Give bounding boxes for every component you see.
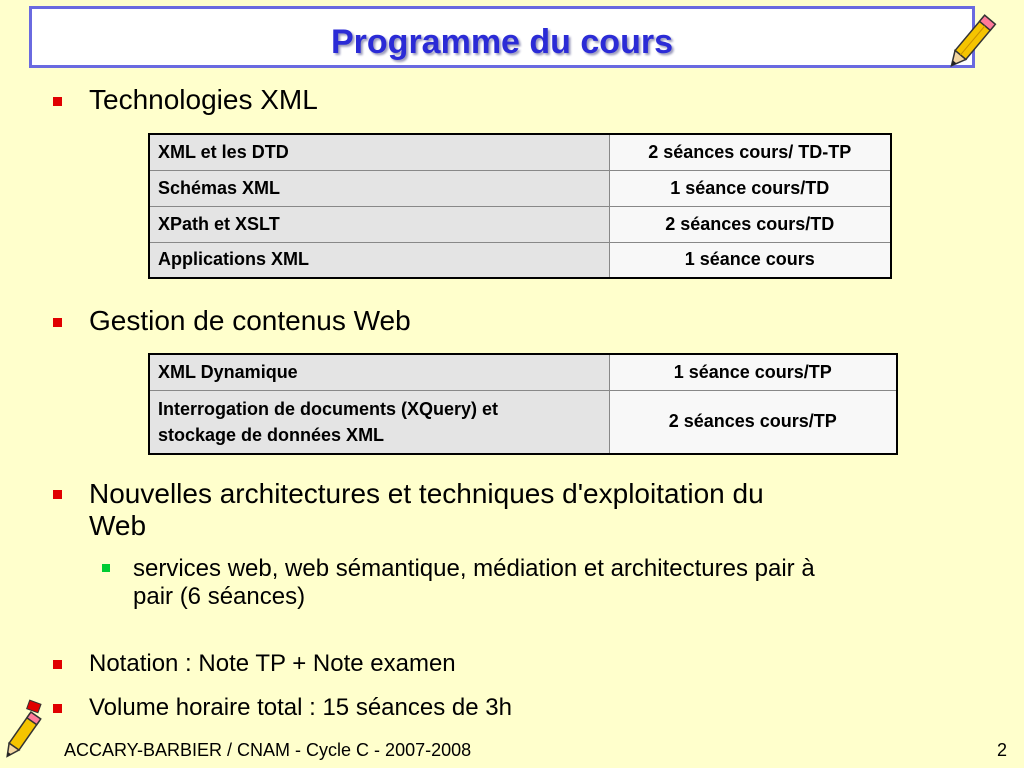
bullet-icon [53, 704, 62, 713]
table-cell-sessions: 1 séance cours/TP [609, 354, 897, 390]
table-cell-topic: XML Dynamique [149, 354, 609, 390]
table-row [149, 170, 891, 206]
table-cell-topic-line: Interrogation de documents (XQuery) et [158, 398, 499, 419]
title-box [29, 6, 975, 68]
volume-text: Volume horaire total : 15 séances de 3h [89, 694, 512, 721]
table-row [149, 242, 891, 278]
sub-bullet-icon [102, 564, 110, 572]
bullet-icon [53, 97, 62, 106]
pencil-icon [945, 2, 1007, 74]
section-heading-xml: Technologies XML [89, 84, 318, 115]
table-cell-topic [149, 390, 609, 454]
footer-text: ACCARY-BARBIER / CNAM - Cycle C - 2007-2008 [64, 740, 472, 760]
table-cell-sessions: 1 séance cours [609, 242, 891, 278]
table-row [149, 206, 891, 242]
table-cell-sessions: 2 séances cours/ TD-TP [609, 134, 891, 170]
table-cell-topic: XPath et XSLT [149, 206, 609, 242]
sub-item-line1: services web, web sémantique, médiation et architectures pair à [133, 555, 815, 582]
web-schedule-table [148, 353, 898, 455]
xml-schedule-table [148, 133, 892, 279]
table-row [149, 390, 897, 454]
sub-item-line2: pair (6 séances) [133, 583, 306, 610]
table-cell-topic: Applications XML [149, 242, 609, 278]
table-cell-topic: Schémas XML [149, 170, 609, 206]
table-cell-topic: XML et les DTD [149, 134, 609, 170]
slide-title: Programme du cours [331, 23, 673, 61]
table-cell-topic-line: stockage de données XML [158, 424, 385, 445]
pencil-icon [2, 698, 50, 768]
table-cell-sessions: 2 séances cours/TP [609, 390, 897, 454]
section-heading-archi-line1: Nouvelles architectures et techniques d'exploitation du [89, 478, 764, 509]
bullet-icon [53, 490, 62, 499]
notation-text: Notation : Note TP + Note examen [89, 650, 456, 677]
table-cell-sessions: 2 séances cours/TD [609, 206, 891, 242]
table-row [149, 354, 897, 390]
section-heading-web: Gestion de contenus Web [89, 305, 411, 336]
table-row [149, 134, 891, 170]
section-heading-archi-line2: Web [89, 510, 147, 541]
bullet-icon [53, 318, 62, 327]
page-number: 2 [996, 740, 1007, 760]
bullet-icon [53, 660, 62, 669]
table-cell-sessions: 1 séance cours/TD [609, 170, 891, 206]
